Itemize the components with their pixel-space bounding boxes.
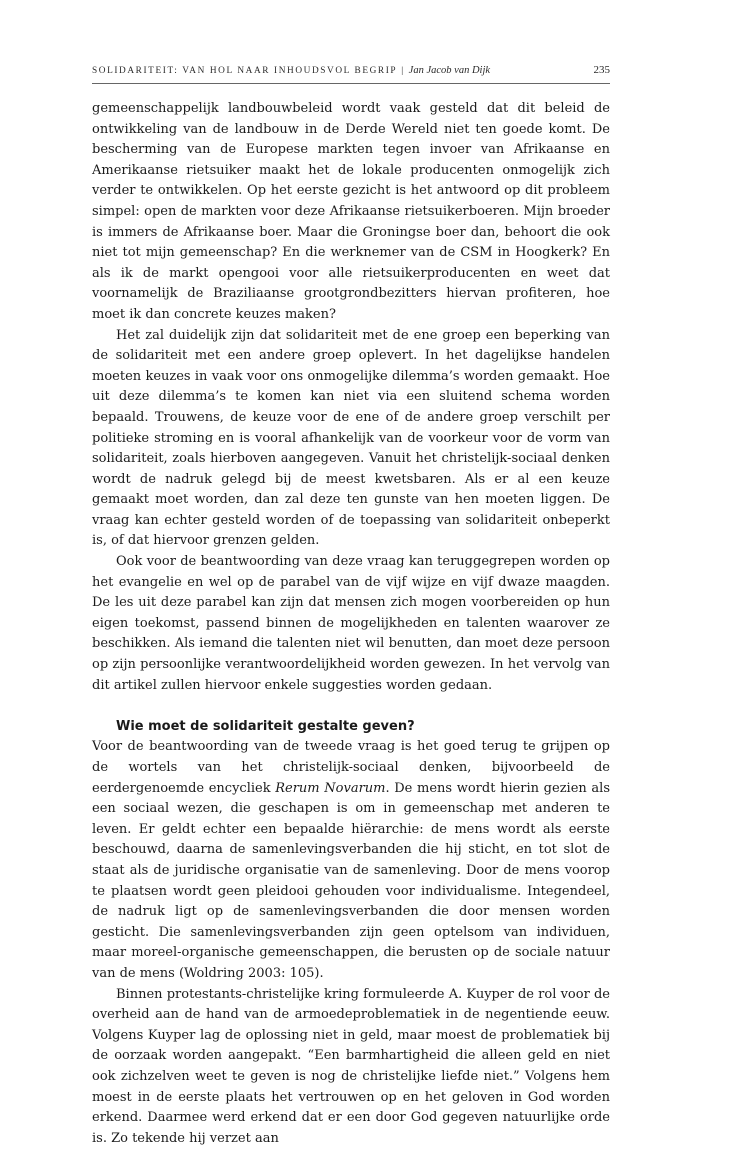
page-number: 235 — [593, 64, 610, 76]
running-head-title-line — [92, 65, 490, 76]
running-head — [92, 61, 610, 81]
paragraph-1: gemeenschappelijk landbouwbeleid wordt vaak gesteld dat dit beleid de ontwikkeling van de landbouw in de Derde Wereld niet ten goede komt. De bescherming van de Europese markten tegen invoer van Afrikaanse en Amerikaanse rietsuiker maakt het de lokale producenten onmogelijk zich verder te ontwikkelen. Op het eerste gezicht is het antwoord op dit probleem simpel: open de markten voor deze Afrikaanse rietsuikerboeren. Mijn broeder is immers de Afrikaanse boer. Maar die Groningse boer dan, behoort die ook niet tot mijn gemeenschap? En die werknemer van de CSM in Hoogkerk? En als ik de markt opengooi voor alle rietsuikerproducenten en weet dat voornamelijk de Braziliaanse grootgrondbezitters hiervan profiteren, hoe moet ik dan concrete keuzes maken? — [92, 101, 610, 322]
paragraph-4-text-b: . De mens wordt hierin gezien als een sociaal wezen, die geschapen is om in gemeenschap met anderen te leven. Er geldt echter een bepaalde hiërarchie: de mens wordt als eerste beschouwd, daarna de samenlevingsverbanden die hij sticht, en tot slot de staat als de juridische organisatie van de samenleving. Door de mens voorop te plaatsen wordt geen pleidooi gehouden voor individualisme. Integendeel, de nadruk ligt op de samenlevingsverbanden die door mensen worden gesticht. Die samenlevingsverbanden zijn geen optelsom van individuen, maar moreel-organische gemeenschappen, die berusten op de sociale natuur van de mens (Woldring 2003: 105). — [92, 780, 610, 981]
encyclical-title: Rerum Novarum — [275, 780, 386, 796]
section-heading: Wie moet de solidariteit gestalte geven? — [116, 718, 415, 734]
paragraph-2: Het zal duidelijk zijn dat solidariteit met de ene groep een beperking van de solidariteit met een andere groep oplevert. In het dagelijkse handelen moeten keuzes in vaak voor ons onmogelijke dilemma’s worden gemaakt. Hoe uit deze dilemma’s te komen kan niet via een sluitend schema worden bepaald. Trouwens, de keuze voor de ene of de andere groep verschilt per politieke stroming en is vooral afhankelijk van de voorkeur voor de vorm van solidariteit, zoals hierboven aangegeven. Vanuit het christelijk-sociaal denken wordt de nadruk gelegd bij de meest kwetsbaren. Als er al een keuze gemaakt moet worden, dan zal deze ten gunste van hen moeten liggen. De vraag kan echter gesteld worden of de toepassing van solidariteit onbeperkt is, of dat hiervoor grenzen gelden. — [92, 327, 610, 549]
paragraph-3: Ook voor de beantwoording van deze vraag kan teruggegrepen worden op het evangelie en wel op de parabel van de vijf wijze en vijf dwaze maagden. De les uit deze parabel kan zijn dat mensen zich mogen voorbereiden op hun eigen toekomst, passend binnen de mogelijkheden en talenten waarover ze beschikken. Als iemand die talenten niet wil benutten, dan moet deze persoon op zijn persoonlijke verantwoordelijkheid worden gewezen. In het vervolg van dit artikel zullen hiervoor enkele suggesties worden gedaan. — [92, 554, 610, 693]
running-head-separator: | — [401, 66, 405, 76]
paragraph-4 — [92, 737, 610, 984]
paragraph-5: Binnen protestants-christelijke kring formuleerde A. Kuyper de rol voor de overheid aan de hand van de armoedeproblematiek in de negentiende eeuw. Volgens Kuyper lag de oplossing niet in geld, maar moest de problematiek bij de oorzaak worden aangepakt. “Een barmhartigheid die alleen geld en niet ook zichzelven weet te geven is nog de christelijke liefde niet.” Volgens hem moest in de eerste plaats het vertrouwen op en het geloven in God worden erkend. Daarmee werd erkend dat er een door God gegeven natuurlijke orde is. Zo tekende hij verzet aan — [92, 986, 610, 1146]
header-rule — [92, 83, 610, 84]
running-head-author: Jan Jacob van Dijk — [408, 65, 491, 76]
paragraph-4-text-a: Voor de beantwoording van de tweede vraag is het goed terug te grijpen op de wortels van het christelijk-sociaal denken, bijvoorbeeld de eerdergenoemde encycliek — [92, 739, 610, 796]
running-head-title: SOLIDARITEIT: VAN HOL NAAR INHOUDSVOL BEGRIP — [92, 66, 398, 76]
article-body — [92, 99, 610, 1149]
